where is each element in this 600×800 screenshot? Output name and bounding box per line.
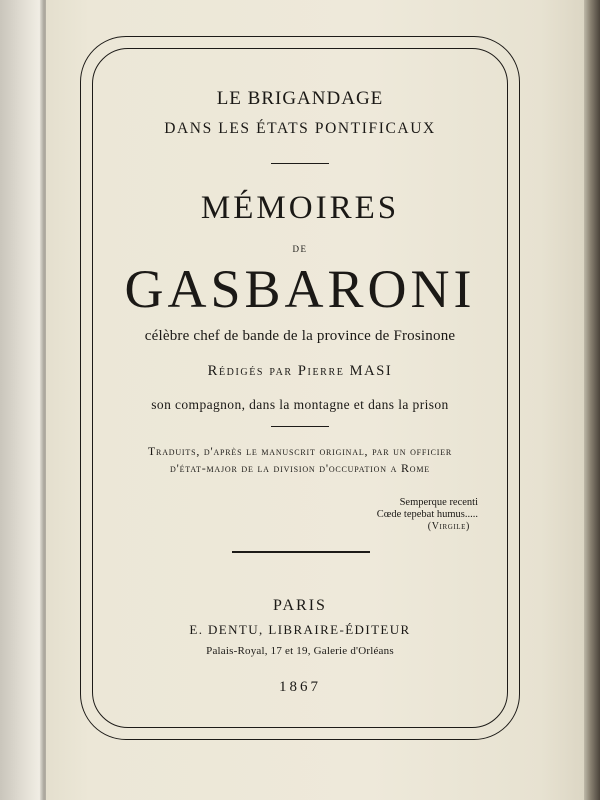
series-title-line2: DANS LES ÉTATS PONTIFICAUX <box>164 120 436 137</box>
main-title-gasbaroni: GASBARONI <box>124 259 476 319</box>
imprint-publisher: E. DENTU, LIBRAIRE-ÉDITEUR <box>189 622 411 637</box>
divider-rule-top <box>271 163 329 164</box>
translation-note-line1: Traduits, d'après le manuscrit original, par un officier <box>147 444 453 458</box>
series-title-line1: LE BRIGANDAGE <box>216 88 384 109</box>
divider-rule-middle <box>271 426 329 427</box>
epigraph-line1: Semperque recenti <box>399 497 478 508</box>
memoires-heading: MÉMOIRES <box>200 190 400 226</box>
epigraph-line2: Cœde tepebat humus..... <box>376 509 478 520</box>
translation-note-line2: d'état-major de la division d'occupation a Rome <box>170 461 430 475</box>
epigraph-source: (Virgile) <box>427 521 470 532</box>
imprint-city: PARIS <box>273 597 327 614</box>
redacted-by-line: Rédigés par Pierre MASI <box>207 363 393 379</box>
imprint-address: Palais-Royal, 17 et 19, Galerie d'Orléans <box>206 645 394 657</box>
imprint-year: 1867 <box>279 679 321 695</box>
subtitle-chef-de-bande: célèbre chef de bande de la province de Frosinone <box>144 328 456 344</box>
divider-rule-bottom <box>232 551 370 553</box>
companion-line: son compagnon, dans la montagne et dans la prison <box>151 397 449 412</box>
de-label: DE <box>292 244 308 254</box>
